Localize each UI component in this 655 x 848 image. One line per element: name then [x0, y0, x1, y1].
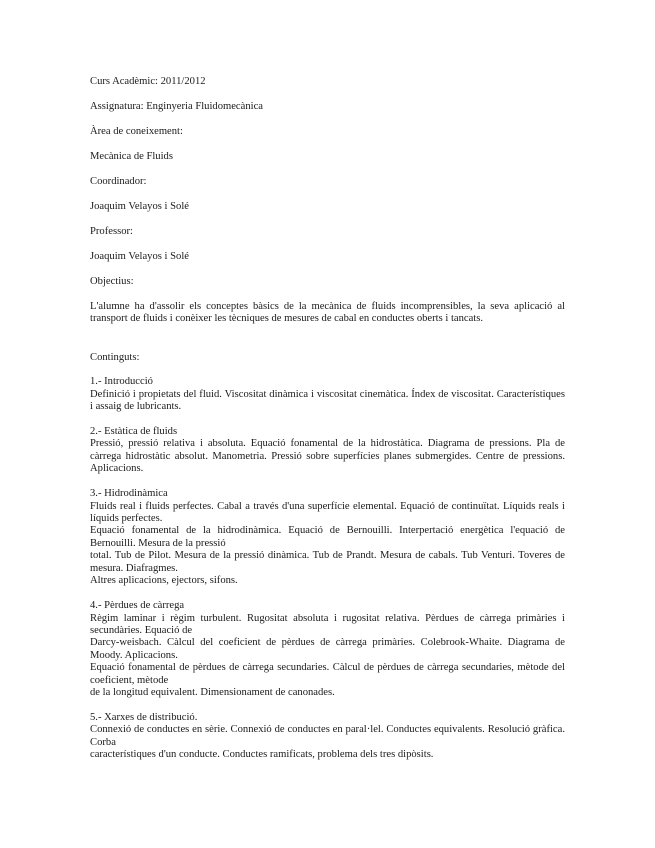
professor-value: Joaquim Velayos i Solé	[90, 251, 189, 262]
content-section	[90, 600, 565, 699]
section-title: 1.- Introducció	[90, 376, 153, 388]
section-title: 4.- Pèrdues de càrrega	[90, 600, 185, 612]
section-paragraph: Equació fonamental de pèrdues de càrrega secundaries. Càlcul de pèrdues de càrrega secundaries, mètode del coeficient, mètode	[90, 662, 565, 686]
document-page	[90, 76, 565, 774]
content-section	[90, 488, 565, 587]
section-body	[90, 389, 565, 414]
section-title: 3.- Hidrodinàmica	[90, 488, 168, 500]
content-section	[90, 426, 565, 476]
objectives-text: L'alumne ha d'assolir els conceptes bàsics de la mecànica de fluids incomprensibles, la seva aplicació al transport de fluids i conèixer les tècniques de mesures de cabal en conductes oberts i tancats.	[90, 301, 565, 325]
coordinator-label: Coordinador:	[90, 176, 147, 187]
professor-label: Professor:	[90, 226, 133, 237]
section-paragraph: Darcy-weisbach. Càlcul del coeficient de pèrdues de càrrega primàries. Colebrook-Whaite. Diagrama de Moody. Aplicacions.	[90, 637, 565, 661]
section-paragraph: Règim laminar i règim turbulent. Rugositat absoluta i rugositat relativa. Pèrdues de càrrega primàries i secundàries. Equació de	[90, 612, 565, 636]
section-paragraph: Equació fonamental de la hidrodinàmica. Equació de Bernouilli. Interpertació energètica l'equació de Bernouilli. Mesura de la pressió	[90, 525, 565, 549]
course-year: Curs Acadèmic: 2011/2012	[90, 76, 206, 87]
section-paragraph: Fluids real i fluids perfectes. Cabal a través d'una superfície elemental. Equació de continuïtat. Líquids reals i líquids perfectes.	[90, 500, 565, 525]
content-section	[90, 712, 565, 762]
section-body	[90, 613, 565, 700]
contents-label: Continguts:	[90, 351, 140, 363]
section-body	[90, 724, 565, 761]
section-paragraph: característiques d'un conducte. Conductes ramificats, problema dels tres dipòsits.	[90, 749, 434, 761]
knowledge-area-label: Àrea de coneixement:	[90, 126, 183, 137]
section-paragraph: Connexió de conductes en sèrie. Connexió de conductes en paral·lel. Conductes equivalents. Resolució gràfica. Corba	[90, 724, 565, 748]
section-paragraph: total. Tub de Pilot. Mesura de la pressió dinàmica. Tub de Prandt. Mesura de cabals. Tub Venturi. Toveres de mesura. Diafragmes.	[90, 550, 565, 574]
section-paragraph: de la longitud equivalent. Dimensionament de canonades.	[90, 686, 335, 698]
content-section	[90, 376, 565, 413]
section-paragraph: Definició i propietats del fluid. Viscositat dinàmica i viscositat cinemàtica. Índex de viscositat. Característiques i assaig de lubricants.	[90, 388, 565, 413]
subject: Assignatura: Enginyeria Fluidomecànica	[90, 101, 263, 112]
contents-sections	[90, 376, 565, 761]
section-body	[90, 438, 565, 475]
section-body	[90, 501, 565, 588]
section-title: 5.- Xarxes de distribució.	[90, 711, 198, 723]
coordinator-value: Joaquim Velayos i Solé	[90, 201, 189, 212]
objectives-label: Objectius:	[90, 276, 134, 287]
section-paragraph: Altres aplicacions, ejectors, sifons.	[90, 575, 238, 587]
section-title: 2.- Estàtica de fluids	[90, 426, 178, 438]
knowledge-area-value: Mecànica de Fluids	[90, 151, 173, 162]
section-paragraph: Pressió, pressió relativa i absoluta. Equació fonamental de la hidrostàtica. Diagrama de pressions. Pla de càrrega hidrostàtic absolut. Manometria. Pressió sobre superfícies planes submergides. Centre de pressions. Aplicacions.	[90, 438, 565, 475]
